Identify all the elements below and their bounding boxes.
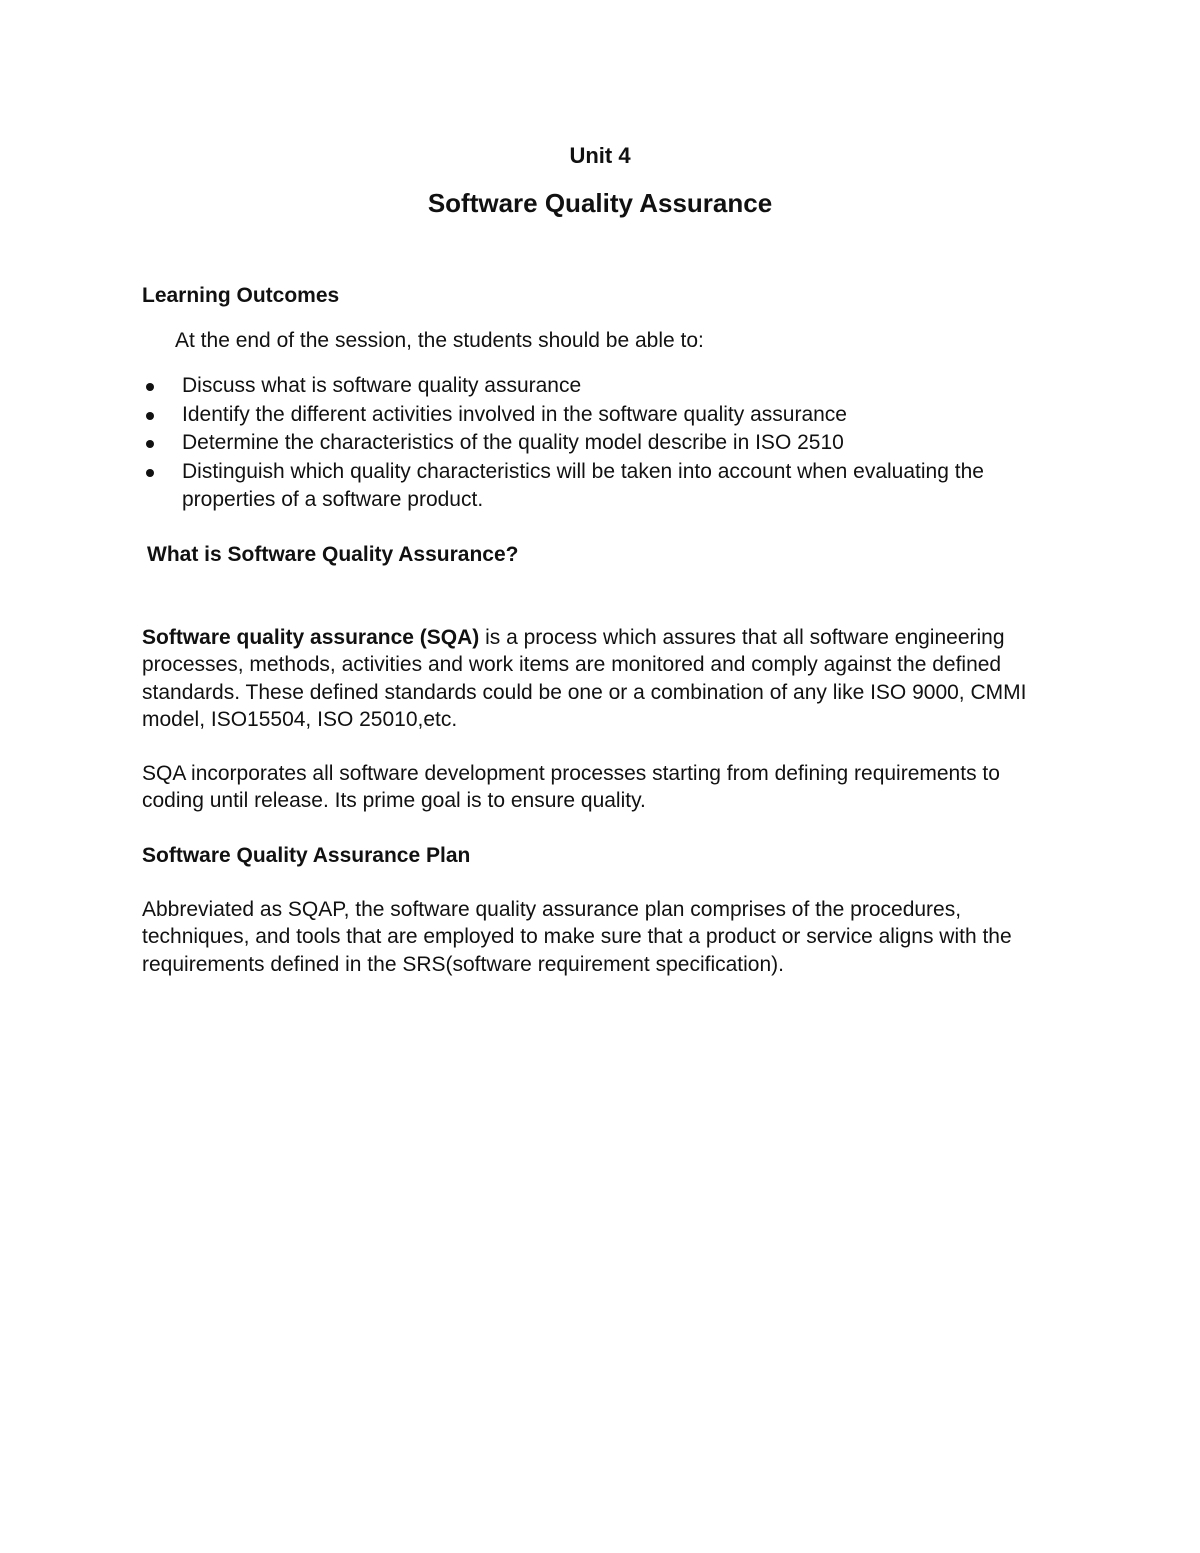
sqa-definition-paragraph (142, 624, 1062, 733)
bullet-icon (146, 469, 154, 477)
sqa-plan-paragraph: Abbreviated as SQAP, the software quality assurance plan comprises of the procedures, techniques, and tools that are employed to make sure that a product or service aligns with the requirements defined in the SRS(software requirement specification). (142, 898, 1012, 976)
bullet-icon (146, 440, 154, 448)
document-title: Software Quality Assurance (427, 188, 773, 218)
learning-outcomes-intro: At the end of the session, the students should be able to: (175, 329, 704, 352)
list-item-text: Determine the characteristics of the quality model describe in ISO 2510 (182, 431, 844, 454)
sqa-plan-heading: Software Quality Assurance Plan (142, 844, 471, 867)
list-item (140, 458, 1080, 515)
list-item (140, 401, 1080, 430)
bullet-icon (146, 383, 154, 391)
list-item-text: Identify the different activities involved in the software quality assurance (182, 402, 847, 426)
list-item (140, 429, 1080, 458)
sqa-definition-term: Software quality assurance (SQA) (142, 626, 480, 649)
bullet-icon (146, 412, 154, 420)
list-item-text: Distinguish which quality characteristics will be taken into account when evaluating the properties of a software product. (182, 459, 984, 511)
learning-outcomes-heading: Learning Outcomes (142, 284, 340, 307)
list-item (140, 372, 1080, 401)
unit-label: Unit 4 (569, 143, 631, 168)
list-item-text: Discuss what is software quality assurance (182, 374, 582, 397)
learning-outcomes-list (140, 372, 1080, 515)
sqa-definition-text: is a process which assures that all software engineering processes, methods, activities and work items are monitored and comply against the defined standards. These defined standards could be one or a combination of any like ISO 9000, CMMI model, ISO15504, ISO 25010,etc. (142, 626, 1027, 731)
sqa-scope-paragraph: SQA incorporates all software development processes starting from defining requirements to coding until release. Its prime goal is to ensure quality. (142, 762, 1000, 813)
what-is-sqa-heading: What is Software Quality Assurance? (147, 543, 519, 566)
